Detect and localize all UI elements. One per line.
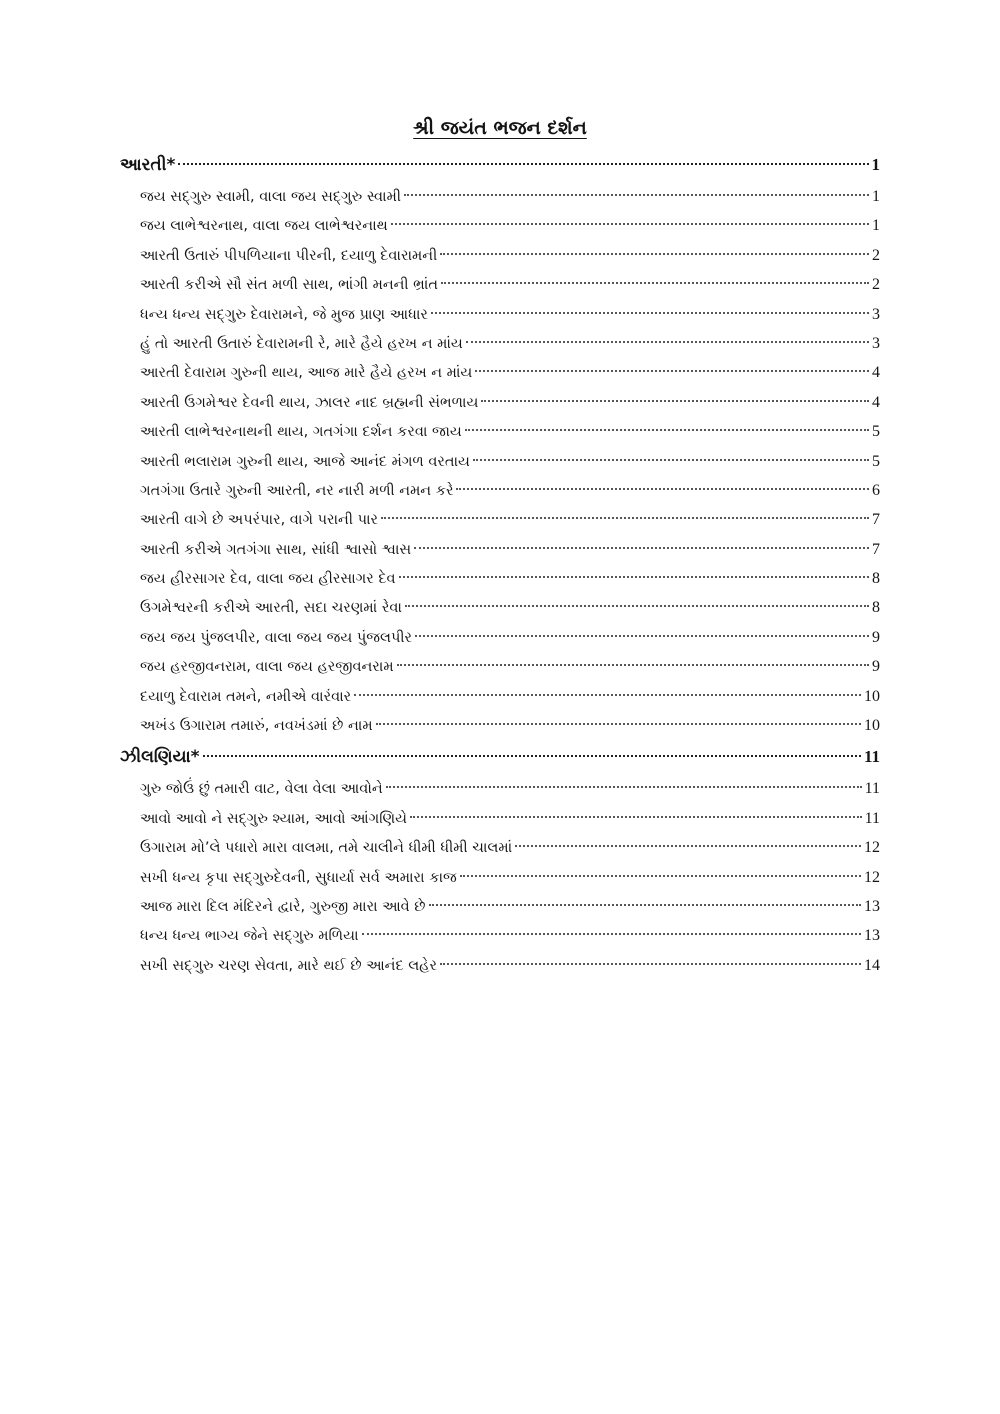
toc-entry-title: આરતી વાગે છે અપરંપાર, વાગે પરાની પાર [140,512,379,529]
toc-entry-title: સખી ધન્ય કૃપા સદ્ગુરુદેવની, સુધાર્યા સર્વ અમારા કાજ [140,869,457,886]
toc-page-number: 2 [872,246,880,264]
toc-entry[interactable] [120,182,880,211]
toc-entry-title: ધન્ય ધન્ય ભાગ્ય જેને સદ્ગુરુ મળિયા [140,928,359,945]
toc-entry-title: આરતી લાભેશ્વરનાથની થાય, ગતગંગા દર્શન કરવા જાય [140,424,462,441]
dot-leader [405,605,869,607]
toc-entry-title: આરતી કરીએ સૌ સંત મળી સાથ, ભાંગી મનની ભ્રાંત [140,277,438,294]
toc-page-number: 1 [871,155,880,174]
toc-entry-title: આવો આવો ને સદ્ગુરુ શ્યામ, આવો આંગણિયે [140,810,407,827]
toc-entry[interactable] [120,833,880,862]
toc-page-number: 6 [872,481,880,499]
toc-page-number: 14 [864,956,880,974]
toc-page-number: 8 [872,570,880,588]
toc-entry-title: ઉગારામ મો’લે પધારો મારા વાલમા, તમે ચાલીને ધીમી ધીમી ચાલમાં [140,840,513,857]
dot-leader [376,723,861,725]
toc-page-number: 4 [872,364,880,382]
toc-entry-title: જય જય પુંજલપીર, વાલા જય જય પુંજલપીર [140,629,413,646]
toc-entry[interactable] [120,652,880,681]
dot-leader [414,547,869,549]
toc-page-number: 10 [864,717,880,735]
dot-leader [410,816,862,818]
toc-page-number: 5 [872,452,880,470]
toc-entry[interactable] [120,358,880,387]
dot-leader [515,845,861,847]
toc-entry[interactable] [120,804,880,833]
dot-leader [465,429,869,431]
toc-entry[interactable] [120,682,880,711]
dot-leader [391,223,869,225]
toc-page-number: 13 [864,897,880,915]
toc-entry-title: સખી સદ્ગુરુ ચરણ સેવતા, મારે થઈ છે આનંદ લહેર [140,957,437,974]
toc-entry[interactable] [120,241,880,270]
toc-page-number: 12 [864,868,880,886]
toc-entry[interactable] [120,505,880,534]
toc-entry-title: આરતી ઉતારું પીપળિયાના પીરની, દયાળુ દેવારામની [140,247,438,264]
toc-entry-title: જય હરજીવનરામ, વાલા જય હરજીવનરામ [140,659,394,676]
dot-leader [475,370,869,372]
toc-entry[interactable] [120,593,880,622]
toc-page-number: 2 [872,276,880,294]
toc-entry[interactable] [120,863,880,892]
toc-entry-title: જય સદ્ગુરુ સ્વામી, વાલા જય સદ્ગુરુ સ્વામી [140,189,401,205]
toc-entry-title: ધન્ય ધન્ય સદ્ગુરુ દેવારામને, જે મુજ પ્રાણ આધાર [140,306,428,323]
toc-entry-title: જય લાભેશ્વરનાથ, વાલા જય લાભેશ્વરનાથ [140,218,388,235]
dot-leader [441,282,869,284]
toc-entry[interactable] [120,892,880,921]
document-title-text: શ્રી જયંત ભજન દર્શન [413,117,587,139]
dot-leader [473,459,869,461]
dot-leader [481,400,869,402]
toc-entry[interactable] [120,270,880,299]
toc-entry-title: દયાળુ દેવારામ તમને, નમીએ વારંવાર [140,688,352,705]
toc-entry-title: આરતી ઉગમેશ્વર દેવની થાય, ઝાલર નાદ બ્રહ્મની સંભળાય [140,394,479,411]
dot-leader [431,312,869,314]
toc-entry-title: આરતી કરીએ ગતગંગા સાથ, સાંધી શ્વાસો શ્વાસ [140,541,412,558]
toc-entry[interactable] [120,623,880,652]
toc-page-number: 1 [872,188,880,205]
dot-leader [404,194,869,196]
table-of-contents [120,148,880,980]
toc-page-number: 3 [872,334,880,352]
dot-leader [203,755,861,757]
toc-entry[interactable] [120,447,880,476]
toc-page-number: 10 [864,687,880,705]
dot-leader [399,576,870,578]
toc-section-heading[interactable] [120,148,880,182]
toc-page-number: 9 [872,658,880,676]
toc-page-number: 7 [872,511,880,529]
toc-page-number: 8 [872,599,880,617]
dot-leader [178,163,868,165]
dot-leader [440,963,861,965]
toc-entry-title: આજ મારા દિલ મંદિરને દ્વારે, ગુરુજી મારા આવે છે [140,898,426,915]
toc-entry-title: આરતી ભલારામ ગુરુની થાય, આજે આનંદ મંગળ વરતાય [140,453,470,470]
toc-entry[interactable] [120,211,880,240]
toc-entry-title: જય હીરસાગર દેવ, વાલા જય હીરસાગર દેવ [140,571,396,588]
toc-entry[interactable] [120,711,880,740]
dot-leader [354,694,861,696]
toc-entry-title: આરતી દેવારામ ગુરુની થાય, આજ મારે હૈયે હરખ ન માંય [140,365,473,382]
toc-entry[interactable] [120,476,880,505]
toc-entry[interactable] [120,564,880,593]
toc-entry-title: ઉગમેશ્વરની કરીએ આરતી, સદા ચરણમાં રેવા [140,600,402,617]
dot-leader [381,517,869,519]
dot-leader [466,341,869,343]
toc-entry[interactable] [120,951,880,980]
toc-entry[interactable] [120,417,880,446]
dot-leader [429,904,861,906]
dot-leader [460,875,861,877]
toc-page-number: 12 [864,839,880,857]
toc-page-number: 11 [864,809,880,827]
toc-section-heading[interactable] [120,740,880,774]
dot-leader [397,664,869,666]
dot-leader [362,933,861,935]
toc-page-number: 11 [864,780,880,798]
toc-entry[interactable] [120,535,880,564]
toc-entry[interactable] [120,774,880,803]
toc-entry[interactable] [120,921,880,950]
dot-leader [456,488,869,490]
toc-entry-title: ગુરુ જોઉં છું તમારી વાટ, વેલા વેલા આવોને [140,781,383,798]
toc-page-number: 7 [872,540,880,558]
toc-entry-title: અખંડ ઉગારામ તમારું, નવખંડમાં છે નામ [140,718,373,735]
document-title [0,116,1000,140]
toc-section-title: ઝીલણિયા* [120,747,200,768]
dot-leader [440,253,869,255]
toc-page-number: 5 [872,423,880,441]
toc-entry[interactable] [120,329,880,358]
toc-page-number: 3 [872,305,880,323]
toc-page-number: 13 [864,927,880,945]
toc-page-number: 1 [872,217,880,235]
toc-entry-title: હું તો આરતી ઉતારું દેવારામની રે, મારે હૈયે હરખ ન માંય [140,335,463,352]
toc-section-title: આરતી* [120,155,176,175]
toc-page-number: 9 [872,628,880,646]
toc-entry[interactable] [120,388,880,417]
dot-leader [415,635,869,637]
toc-entry[interactable] [120,300,880,329]
toc-page-number: 11 [863,747,880,767]
toc-page-number: 4 [872,393,880,411]
toc-entry-title: ગતગંગા ઉતારે ગુરુની આરતી, નર નારી મળી નમન કરે [140,482,454,499]
dot-leader [386,786,862,788]
